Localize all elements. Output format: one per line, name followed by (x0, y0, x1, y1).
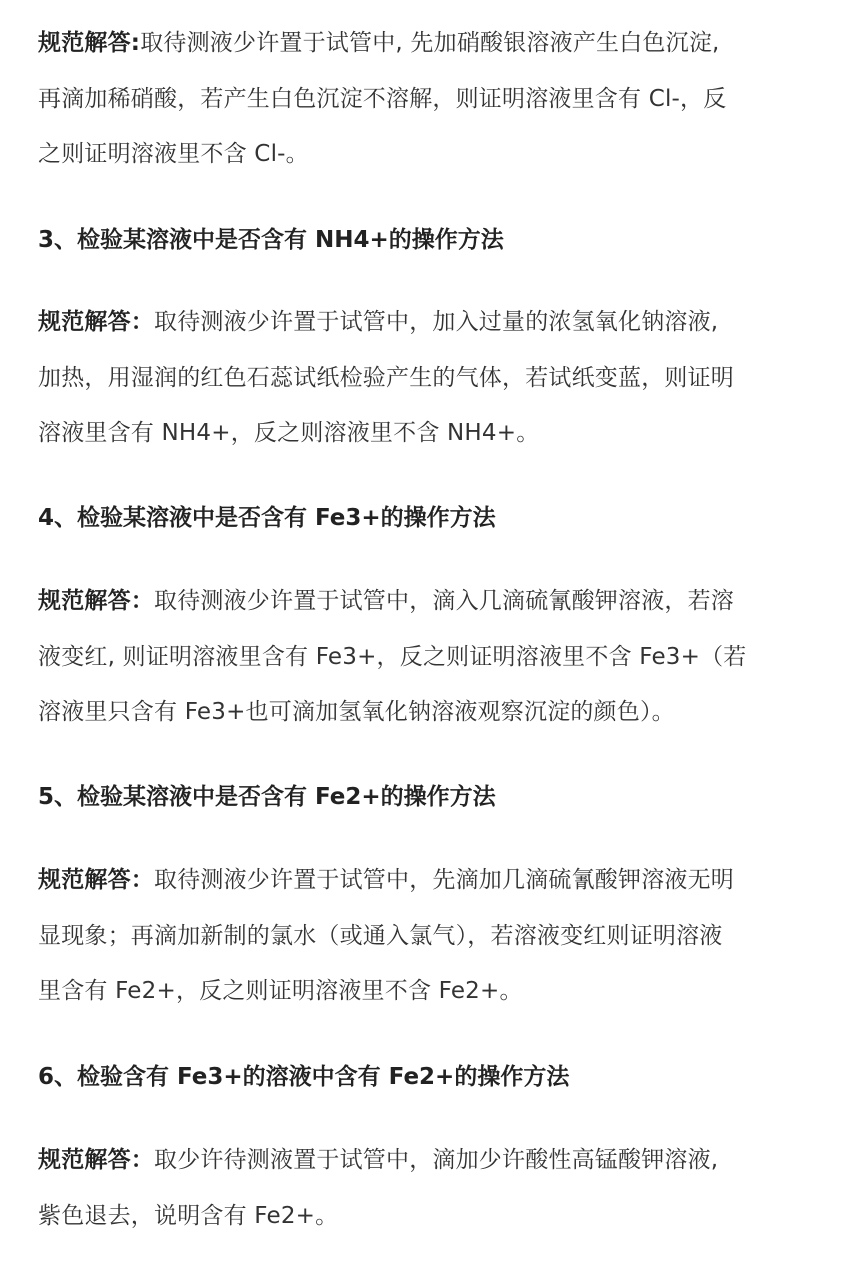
answer-line: 规范解答：取待测液少许置于试管中，加入过量的浓氢氧化钠溶液, (38, 309, 719, 335)
answer-line: 紫色退去，说明含有 Fe2+。 (38, 1202, 339, 1229)
answer-label: 规范解答： (38, 1147, 154, 1173)
answer-line: 加热，用湿润的红色石蕊试纸检验产生的气体，若试纸变蓝，则证明 (38, 364, 734, 391)
answer-label: 规范解答： (38, 588, 154, 614)
answer-line: 规范解答：取待测液少许置于试管中，滴入几滴硫氰酸钾溶液，若溶 (38, 588, 734, 614)
answer-label: 规范解答: (38, 30, 141, 56)
answer-block-5 (38, 853, 818, 1020)
answer-label: 规范解答： (38, 867, 154, 893)
answer-block-4 (38, 574, 818, 741)
section-heading-5: 5、检验某溶液中是否含有 Fe2+的操作方法 (38, 784, 496, 810)
answer-line: 规范解答:取待测液少许置于试管中, 先加硝酸银溶液产生白色沉淀, (38, 30, 720, 56)
answer-block-6 (38, 1133, 818, 1244)
answer-block-3 (38, 295, 818, 462)
answer-line: 之则证明溶液里不含 Cl-。 (38, 141, 309, 167)
answer-line: 规范解答：取少许待测液置于试管中，滴加少许酸性高锰酸钾溶液, (38, 1147, 719, 1173)
answer-block-2 (38, 16, 818, 183)
answer-line: 溶液里只含有 Fe3+也可滴加氢氧化钠溶液观察沉淀的颜色）。 (38, 699, 675, 725)
answer-line: 溶液里含有 NH4+，反之则溶液里不含 NH4+。 (38, 420, 540, 446)
section-heading-6: 6、检验含有 Fe3+的溶液中含有 Fe2+的操作方法 (38, 1064, 570, 1090)
answer-line: 液变红, 则证明溶液里含有 Fe3+，反之则证明溶液里不含 Fe3+（若 (38, 643, 747, 670)
section-heading-4: 4、检验某溶液中是否含有 Fe3+的操作方法 (38, 505, 496, 531)
section-heading-3: 3、检验某溶液中是否含有 NH4+的操作方法 (38, 227, 504, 253)
answer-label: 规范解答： (38, 309, 154, 335)
answer-line: 显现象；再滴加新制的氯水（或通入氯气），若溶液变红则证明溶液 (38, 922, 723, 949)
answer-line: 再滴加稀硝酸，若产生白色沉淀不溶解，则证明溶液里含有 Cl-，反 (38, 85, 727, 112)
answer-line: 规范解答：取待测液少许置于试管中，先滴加几滴硫氰酸钾溶液无明 (38, 867, 734, 893)
answer-line: 里含有 Fe2+，反之则证明溶液里不含 Fe2+。 (38, 978, 523, 1004)
